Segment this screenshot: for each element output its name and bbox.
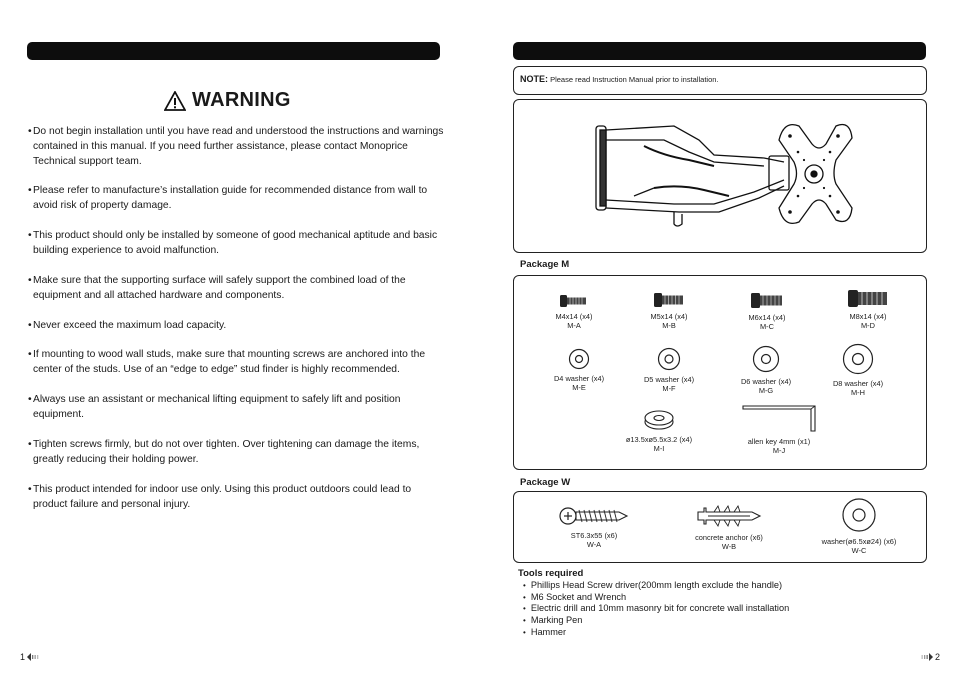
- part-label: washer(ø6.5xø24) (x6): [821, 537, 897, 546]
- part-m-b: [629, 292, 709, 330]
- warning-item: • Never exceed the maximum load capacity.: [28, 320, 227, 331]
- warning-item: • This product should only be installed by someone of good mechanical aptitude and basic building experience to avoid malfunction.: [28, 230, 438, 256]
- warning-triangle-icon: [164, 91, 186, 111]
- warning-heading: [164, 89, 291, 112]
- tool-item: • Electric drill and 10mm masonry bit for concrete wall installation: [518, 603, 789, 615]
- part-code: M-A: [567, 321, 581, 330]
- part-code: W-C: [851, 546, 867, 555]
- part-w-a: [539, 505, 649, 549]
- part-code: M-D: [861, 321, 875, 330]
- spacer-icon: [643, 407, 675, 431]
- part-label: M4x14 (x4): [555, 312, 593, 321]
- tools-list: [518, 580, 789, 639]
- part-w-c: [804, 497, 914, 555]
- part-code: M-E: [572, 383, 586, 392]
- right-header-bar: [513, 42, 926, 60]
- part-code: M-G: [758, 386, 774, 395]
- warning-item: • Always use an assistant or mechanical lifting equipment to safely lift and position equipment.: [28, 394, 401, 420]
- part-m-e: [539, 348, 619, 392]
- package-w-title: Package W: [520, 477, 571, 488]
- arrow-left-icon: [27, 653, 39, 661]
- note-text: Please read Instruction Manual prior to installation.: [550, 75, 719, 84]
- part-m-i: [609, 407, 709, 453]
- left-header-bar: [27, 42, 440, 60]
- part-code: M-F: [662, 384, 676, 393]
- part-code: W-A: [586, 540, 602, 549]
- warning-item: • This product intended for indoor use only. Using this product outdoors could lead to product failure and personal injury.: [28, 484, 412, 510]
- warning-item: • If mounting to wood wall studs, make sure that mounting screws are anchored into the center of the studs. Use of an “edge to edge” stud finder is highly recommended.: [28, 349, 426, 375]
- tv-mount-illustration: [514, 100, 926, 252]
- screw-icon: [750, 292, 784, 309]
- part-label: M8x14 (x4): [849, 312, 887, 321]
- washer-icon: [752, 345, 780, 373]
- part-label: M6x14 (x4): [748, 313, 786, 322]
- note-label: NOTE:: [520, 74, 548, 84]
- part-code: M-J: [772, 446, 786, 455]
- part-label: allen key 4mm (x1): [747, 437, 811, 446]
- tool-item: • Phillips Head Screw driver(200mm length exclude the handle): [518, 580, 789, 592]
- tool-item: • M6 Socket and Wrench: [518, 592, 789, 604]
- part-m-f: [629, 347, 709, 393]
- warning-title: WARNING: [192, 89, 291, 111]
- arrow-right-icon: [921, 653, 933, 661]
- tool-item: • Hammer: [518, 627, 789, 639]
- part-m-c: [727, 292, 807, 331]
- page-number: 2: [935, 652, 941, 662]
- package-m-title: Package M: [520, 259, 570, 270]
- part-code: W-B: [721, 542, 737, 551]
- part-m-a: [534, 294, 614, 330]
- anchor-icon: [696, 503, 762, 529]
- part-label: D6 washer (x4): [740, 377, 792, 386]
- part-label: M5x14 (x4): [650, 312, 688, 321]
- part-label: ø13.5xø5.5x3.2 (x4): [625, 435, 693, 444]
- part-label: ST6.3x55 (x6): [570, 531, 618, 540]
- warning-item: • Please refer to manufacture’s installation guide for recommended distance from wall to avoid risk of property damage.: [28, 185, 428, 211]
- part-label: concrete anchor (x6): [695, 533, 763, 542]
- page-number: 1: [20, 652, 26, 662]
- package-w-box: [513, 491, 927, 563]
- washer-icon: [842, 343, 874, 375]
- part-code: M-C: [760, 322, 774, 331]
- tools-title: Tools required: [518, 568, 584, 579]
- part-w-b: [679, 503, 779, 551]
- warning-item: • Tighten screws firmly, but do not over tighten. Over tightening can damage the items, greatly reducing their holding power.: [28, 439, 420, 465]
- page-number-left: [20, 652, 39, 662]
- washer-icon: [657, 347, 681, 371]
- tool-item: • Marking Pen: [518, 615, 789, 627]
- screw-icon: [653, 292, 685, 308]
- part-label: D8 washer (x4): [832, 379, 884, 388]
- lag-bolt-icon: [559, 505, 629, 527]
- part-label: D4 washer (x4): [553, 374, 605, 383]
- page-number-right: [921, 652, 940, 662]
- part-m-j: [729, 405, 829, 455]
- screw-icon: [847, 289, 889, 308]
- tools-section: [518, 568, 789, 639]
- part-label: D5 washer (x4): [643, 375, 695, 384]
- note-box: [513, 66, 927, 95]
- part-code: M-B: [662, 321, 676, 330]
- warning-item: • Do not begin installation until you have read and understood the instructions and warnings contained in this manual. If you need further assistance, please contact Monoprice Technical support team.: [28, 126, 444, 167]
- part-m-h: [817, 343, 899, 397]
- screw-icon: [559, 294, 589, 308]
- washer-icon: [841, 497, 877, 533]
- allen-key-icon: [739, 405, 819, 433]
- package-m-box: [513, 275, 927, 470]
- part-code: M-H: [851, 388, 865, 397]
- washer-icon: [568, 348, 590, 370]
- part-m-d: [827, 289, 909, 330]
- warning-item: • Make sure that the supporting surface will safely support the combined load of the equipment and all attached hardware and components.: [28, 275, 406, 301]
- part-m-g: [726, 345, 806, 395]
- part-code: M-I: [653, 444, 665, 453]
- product-illustration-box: [513, 99, 927, 253]
